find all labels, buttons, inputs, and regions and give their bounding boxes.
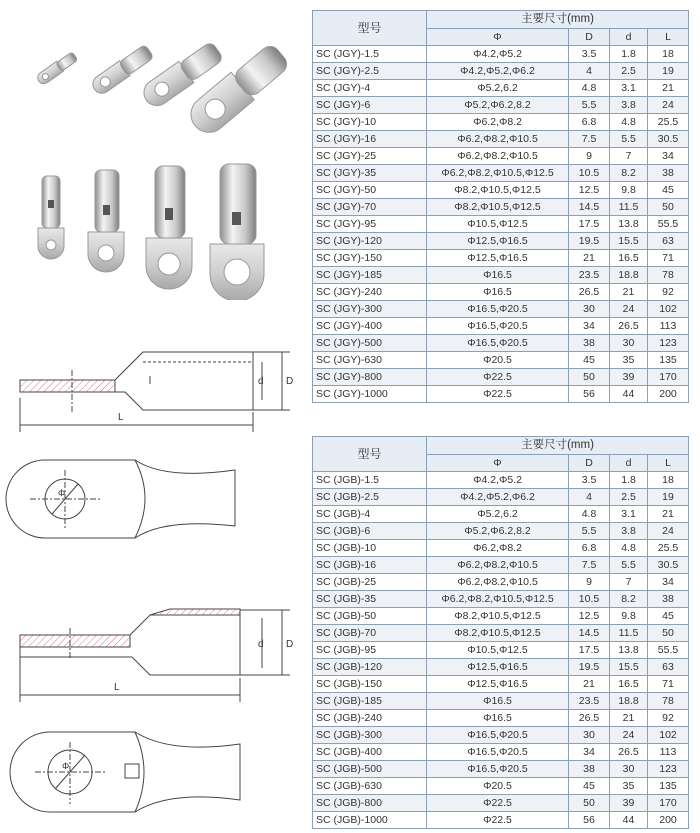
table-row bbox=[313, 148, 689, 165]
table-row bbox=[313, 659, 689, 676]
D-cell: 10.5 bbox=[569, 591, 610, 608]
d-cell: 21 bbox=[610, 284, 648, 301]
dim-label-phi-2: Φ bbox=[62, 761, 70, 771]
L-cell: 135 bbox=[648, 352, 689, 369]
d-cell: 2.5 bbox=[610, 63, 648, 80]
d-cell: 7 bbox=[610, 148, 648, 165]
model-cell: SC (JGB)-10 bbox=[313, 540, 427, 557]
D-cell: 10.5 bbox=[569, 165, 610, 182]
phi-cell: Φ16.5 bbox=[427, 284, 569, 301]
L-cell: 34 bbox=[648, 148, 689, 165]
L-cell: 18 bbox=[648, 46, 689, 63]
top-view-drawing-jgy bbox=[0, 448, 300, 548]
lug-photo-group-upright bbox=[0, 150, 300, 300]
dim-label-phi: Φ bbox=[58, 488, 66, 498]
side-view-drawing-jgy bbox=[0, 322, 300, 442]
d-cell: 3.8 bbox=[610, 523, 648, 540]
model-cell: SC (JGY)-4 bbox=[313, 80, 427, 97]
phi-cell: Φ5.2,Φ6.2,8.2 bbox=[427, 97, 569, 114]
D-cell: 3.5 bbox=[569, 472, 610, 489]
L-cell: 18 bbox=[648, 472, 689, 489]
model-cell: SC (JGB)-35 bbox=[313, 591, 427, 608]
d-cell: 44 bbox=[610, 812, 648, 829]
L-cell: 30.5 bbox=[648, 557, 689, 574]
table-row bbox=[313, 369, 689, 386]
D-cell: 9 bbox=[569, 148, 610, 165]
D-cell: 9 bbox=[569, 574, 610, 591]
L-cell: 19 bbox=[648, 63, 689, 80]
model-cell: SC (JGB)-300 bbox=[313, 727, 427, 744]
L-cell: 24 bbox=[648, 523, 689, 540]
phi-cell: Φ8.2,Φ10.5,Φ12.5 bbox=[427, 625, 569, 642]
column-header-main-dimensions: 主要尺寸(mm) bbox=[427, 437, 689, 455]
L-cell: 19 bbox=[648, 489, 689, 506]
L-cell: 38 bbox=[648, 591, 689, 608]
model-cell: SC (JGY)-120 bbox=[313, 233, 427, 250]
model-cell: SC (JGY)-25 bbox=[313, 148, 427, 165]
model-cell: SC (JGB)-25 bbox=[313, 574, 427, 591]
phi-cell: Φ16.5 bbox=[427, 693, 569, 710]
phi-cell: Φ5.2,Φ6.2,8.2 bbox=[427, 523, 569, 540]
model-cell: SC (JGB)-50 bbox=[313, 608, 427, 625]
model-cell: SC (JGY)-800 bbox=[313, 369, 427, 386]
D-cell: 34 bbox=[569, 318, 610, 335]
L-cell: 21 bbox=[648, 506, 689, 523]
L-cell: 25.5 bbox=[648, 114, 689, 131]
phi-cell: Φ4.2,Φ5.2,Φ6.2 bbox=[427, 63, 569, 80]
D-cell: 38 bbox=[569, 335, 610, 352]
d-cell: 7 bbox=[610, 574, 648, 591]
d-cell: 3.1 bbox=[610, 80, 648, 97]
table-row bbox=[313, 216, 689, 233]
L-cell: 102 bbox=[648, 727, 689, 744]
D-cell: 26.5 bbox=[569, 710, 610, 727]
model-cell: SC (JGY)-50 bbox=[313, 182, 427, 199]
column-header-L: L bbox=[648, 29, 689, 46]
d-cell: 39 bbox=[610, 795, 648, 812]
L-cell: 24 bbox=[648, 97, 689, 114]
phi-cell: Φ22.5 bbox=[427, 812, 569, 829]
dim-label-L: L bbox=[118, 412, 124, 423]
L-cell: 135 bbox=[648, 778, 689, 795]
table-row bbox=[313, 63, 689, 80]
D-cell: 3.5 bbox=[569, 46, 610, 63]
table-row bbox=[313, 318, 689, 335]
upright-lug-1 bbox=[38, 176, 64, 259]
D-cell: 6.8 bbox=[569, 114, 610, 131]
model-cell: SC (JGY)-6 bbox=[313, 97, 427, 114]
table-row bbox=[313, 540, 689, 557]
model-cell: SC (JGY)-95 bbox=[313, 216, 427, 233]
D-cell: 26.5 bbox=[569, 284, 610, 301]
D-cell: 56 bbox=[569, 812, 610, 829]
D-cell: 38 bbox=[569, 761, 610, 778]
model-cell: SC (JGB)-1000 bbox=[313, 812, 427, 829]
phi-cell: Φ16.5 bbox=[427, 710, 569, 727]
L-cell: 113 bbox=[648, 318, 689, 335]
L-cell: 21 bbox=[648, 80, 689, 97]
table-row bbox=[313, 386, 689, 403]
D-cell: 6.8 bbox=[569, 540, 610, 557]
D-cell: 5.5 bbox=[569, 97, 610, 114]
d-cell: 30 bbox=[610, 761, 648, 778]
d-cell: 15.5 bbox=[610, 233, 648, 250]
d-cell: 44 bbox=[610, 386, 648, 403]
L-cell: 78 bbox=[648, 693, 689, 710]
d-cell: 9.8 bbox=[610, 182, 648, 199]
d-cell: 2.5 bbox=[610, 489, 648, 506]
d-cell: 30 bbox=[610, 335, 648, 352]
phi-cell: Φ16.5,Φ20.5 bbox=[427, 301, 569, 318]
model-cell: SC (JGB)-150 bbox=[313, 676, 427, 693]
d-cell: 3.1 bbox=[610, 506, 648, 523]
D-cell: 34 bbox=[569, 744, 610, 761]
table-row bbox=[313, 557, 689, 574]
table-row bbox=[313, 97, 689, 114]
D-cell: 14.5 bbox=[569, 199, 610, 216]
dim-label-d: d bbox=[258, 376, 264, 387]
L-cell: 34 bbox=[648, 574, 689, 591]
cable-lug-small bbox=[35, 51, 78, 86]
spec-table-jgb bbox=[312, 436, 689, 829]
D-cell: 50 bbox=[569, 369, 610, 386]
L-cell: 55.5 bbox=[648, 642, 689, 659]
D-cell: 50 bbox=[569, 795, 610, 812]
phi-cell: Φ6.2,Φ8.2,Φ10.5,Φ12.5 bbox=[427, 165, 569, 182]
model-cell: SC (JGB)-630 bbox=[313, 778, 427, 795]
table-row bbox=[313, 472, 689, 489]
table-row bbox=[313, 335, 689, 352]
model-cell: SC (JGB)-2.5 bbox=[313, 489, 427, 506]
d-cell: 26.5 bbox=[610, 744, 648, 761]
phi-cell: Φ6.2,Φ8.2 bbox=[427, 114, 569, 131]
column-header-D: D bbox=[569, 455, 610, 472]
table-row bbox=[313, 352, 689, 369]
phi-cell: Φ16.5,Φ20.5 bbox=[427, 727, 569, 744]
L-cell: 170 bbox=[648, 369, 689, 386]
d-cell: 13.8 bbox=[610, 216, 648, 233]
upright-lug-3 bbox=[146, 166, 192, 289]
d-cell: 9.8 bbox=[610, 608, 648, 625]
L-cell: 200 bbox=[648, 812, 689, 829]
column-header-main-dimensions: 主要尺寸(mm) bbox=[427, 11, 689, 29]
phi-cell: Φ6.2,Φ8.2,Φ10.5 bbox=[427, 148, 569, 165]
d-cell: 35 bbox=[610, 352, 648, 369]
L-cell: 38 bbox=[648, 165, 689, 182]
D-cell: 4 bbox=[569, 489, 610, 506]
phi-cell: Φ22.5 bbox=[427, 386, 569, 403]
model-cell: SC (JGB)-120 bbox=[313, 659, 427, 676]
model-cell: SC (JGY)-185 bbox=[313, 267, 427, 284]
phi-cell: Φ6.2,Φ8.2,Φ10.5,Φ12.5 bbox=[427, 591, 569, 608]
model-cell: SC (JGY)-400 bbox=[313, 318, 427, 335]
phi-cell: Φ4.2,Φ5.2 bbox=[427, 472, 569, 489]
dim-label-L-2: L bbox=[114, 682, 120, 693]
D-cell: 30 bbox=[569, 727, 610, 744]
column-header-L: L bbox=[648, 455, 689, 472]
L-cell: 50 bbox=[648, 199, 689, 216]
D-cell: 17.5 bbox=[569, 216, 610, 233]
D-cell: 21 bbox=[569, 676, 610, 693]
phi-cell: Φ16.5,Φ20.5 bbox=[427, 761, 569, 778]
L-cell: 63 bbox=[648, 233, 689, 250]
D-cell: 7.5 bbox=[569, 131, 610, 148]
model-cell: SC (JGB)-70 bbox=[313, 625, 427, 642]
d-cell: 1.8 bbox=[610, 472, 648, 489]
upright-lug-4 bbox=[210, 164, 264, 300]
dim-label-D: D bbox=[286, 376, 294, 387]
table-row bbox=[313, 284, 689, 301]
table-row bbox=[313, 250, 689, 267]
d-cell: 16.5 bbox=[610, 676, 648, 693]
column-header-d: d bbox=[610, 29, 648, 46]
D-cell: 12.5 bbox=[569, 182, 610, 199]
phi-cell: Φ8.2,Φ10.5,Φ12.5 bbox=[427, 199, 569, 216]
d-cell: 16.5 bbox=[610, 250, 648, 267]
table-row bbox=[313, 506, 689, 523]
D-cell: 23.5 bbox=[569, 693, 610, 710]
d-cell: 26.5 bbox=[610, 318, 648, 335]
D-cell: 56 bbox=[569, 386, 610, 403]
phi-cell: Φ16.5,Φ20.5 bbox=[427, 318, 569, 335]
table-row bbox=[313, 182, 689, 199]
table-row bbox=[313, 233, 689, 250]
model-cell: SC (JGY)-16 bbox=[313, 131, 427, 148]
table-row bbox=[313, 693, 689, 710]
d-cell: 8.2 bbox=[610, 591, 648, 608]
table-row bbox=[313, 267, 689, 284]
d-cell: 1.8 bbox=[610, 46, 648, 63]
column-header-phi: Φ bbox=[427, 455, 569, 472]
model-cell: SC (JGB)-95 bbox=[313, 642, 427, 659]
table-row bbox=[313, 301, 689, 318]
L-cell: 170 bbox=[648, 795, 689, 812]
table-row bbox=[313, 131, 689, 148]
phi-cell: Φ10.5,Φ12.5 bbox=[427, 216, 569, 233]
phi-cell: Φ10.5,Φ12.5 bbox=[427, 642, 569, 659]
phi-cell: Φ16.5,Φ20.5 bbox=[427, 335, 569, 352]
d-cell: 18.8 bbox=[610, 693, 648, 710]
L-cell: 92 bbox=[648, 284, 689, 301]
D-cell: 19.5 bbox=[569, 233, 610, 250]
phi-cell: Φ22.5 bbox=[427, 369, 569, 386]
model-cell: SC (JGB)-1.5 bbox=[313, 472, 427, 489]
table-row bbox=[313, 114, 689, 131]
D-cell: 4.8 bbox=[569, 80, 610, 97]
upright-lug-2 bbox=[88, 170, 124, 272]
table-row bbox=[313, 574, 689, 591]
D-cell: 7.5 bbox=[569, 557, 610, 574]
d-cell: 8.2 bbox=[610, 165, 648, 182]
d-cell: 11.5 bbox=[610, 625, 648, 642]
L-cell: 71 bbox=[648, 676, 689, 693]
phi-cell: Φ12.5,Φ16.5 bbox=[427, 659, 569, 676]
model-cell: SC (JGY)-240 bbox=[313, 284, 427, 301]
L-cell: 30.5 bbox=[648, 131, 689, 148]
D-cell: 12.5 bbox=[569, 608, 610, 625]
L-cell: 50 bbox=[648, 625, 689, 642]
L-cell: 92 bbox=[648, 710, 689, 727]
phi-cell: Φ8.2,Φ10.5,Φ12.5 bbox=[427, 608, 569, 625]
phi-cell: Φ6.2,Φ8.2,Φ10.5 bbox=[427, 574, 569, 591]
L-cell: 63 bbox=[648, 659, 689, 676]
phi-cell: Φ5.2,6.2 bbox=[427, 506, 569, 523]
column-header-model: 型号 bbox=[313, 437, 427, 472]
phi-cell: Φ6.2,Φ8.2,Φ10.5 bbox=[427, 557, 569, 574]
product-photo-tilted bbox=[0, 0, 300, 150]
phi-cell: Φ12.5,Φ16.5 bbox=[427, 233, 569, 250]
D-cell: 45 bbox=[569, 778, 610, 795]
d-cell: 35 bbox=[610, 778, 648, 795]
table-row bbox=[313, 744, 689, 761]
model-cell: SC (JGB)-6 bbox=[313, 523, 427, 540]
phi-cell: Φ20.5 bbox=[427, 778, 569, 795]
model-cell: SC (JGY)-150 bbox=[313, 250, 427, 267]
model-cell: SC (JGY)-35 bbox=[313, 165, 427, 182]
L-cell: 55.5 bbox=[648, 216, 689, 233]
d-cell: 39 bbox=[610, 369, 648, 386]
d-cell: 4.8 bbox=[610, 114, 648, 131]
d-cell: 24 bbox=[610, 727, 648, 744]
model-cell: SC (JGY)-70 bbox=[313, 199, 427, 216]
column-header-d: d bbox=[610, 455, 648, 472]
lug-photo-group-tilted bbox=[0, 0, 300, 150]
d-cell: 5.5 bbox=[610, 131, 648, 148]
model-cell: SC (JGY)-630 bbox=[313, 352, 427, 369]
top-view-drawing-jgb bbox=[0, 722, 300, 822]
side-view-drawing-jgb bbox=[0, 590, 300, 710]
table-row bbox=[313, 625, 689, 642]
table-row bbox=[313, 761, 689, 778]
model-cell: SC (JGY)-1000 bbox=[313, 386, 427, 403]
model-cell: SC (JGB)-800 bbox=[313, 795, 427, 812]
table-row bbox=[313, 489, 689, 506]
d-cell: 18.8 bbox=[610, 267, 648, 284]
D-cell: 23.5 bbox=[569, 267, 610, 284]
D-cell: 5.5 bbox=[569, 523, 610, 540]
d-cell: 13.8 bbox=[610, 642, 648, 659]
dim-label-d-2: d bbox=[258, 639, 264, 650]
model-cell: SC (JGY)-10 bbox=[313, 114, 427, 131]
L-cell: 71 bbox=[648, 250, 689, 267]
d-cell: 24 bbox=[610, 301, 648, 318]
model-cell: SC (JGB)-500 bbox=[313, 761, 427, 778]
table-row bbox=[313, 710, 689, 727]
column-header-D: D bbox=[569, 29, 610, 46]
L-cell: 45 bbox=[648, 608, 689, 625]
table-row bbox=[313, 642, 689, 659]
phi-cell: Φ12.5,Φ16.5 bbox=[427, 250, 569, 267]
model-cell: SC (JGY)-500 bbox=[313, 335, 427, 352]
phi-cell: Φ12.5,Φ16.5 bbox=[427, 676, 569, 693]
d-cell: 15.5 bbox=[610, 659, 648, 676]
phi-cell: Φ16.5 bbox=[427, 267, 569, 284]
model-cell: SC (JGB)-240 bbox=[313, 710, 427, 727]
D-cell: 17.5 bbox=[569, 642, 610, 659]
phi-cell: Φ22.5 bbox=[427, 795, 569, 812]
phi-cell: Φ8.2,Φ10.5,Φ12.5 bbox=[427, 182, 569, 199]
D-cell: 21 bbox=[569, 250, 610, 267]
model-cell: SC (JGY)-300 bbox=[313, 301, 427, 318]
phi-cell: Φ4.2,Φ5.2,Φ6.2 bbox=[427, 489, 569, 506]
L-cell: 123 bbox=[648, 761, 689, 778]
L-cell: 25.5 bbox=[648, 540, 689, 557]
D-cell: 14.5 bbox=[569, 625, 610, 642]
phi-cell: Φ6.2,Φ8.2 bbox=[427, 540, 569, 557]
table-row bbox=[313, 608, 689, 625]
L-cell: 45 bbox=[648, 182, 689, 199]
column-header-model: 型号 bbox=[313, 11, 427, 46]
D-cell: 30 bbox=[569, 301, 610, 318]
model-cell: SC (JGB)-4 bbox=[313, 506, 427, 523]
d-cell: 3.8 bbox=[610, 97, 648, 114]
d-cell: 11.5 bbox=[610, 199, 648, 216]
model-cell: SC (JGB)-16 bbox=[313, 557, 427, 574]
phi-cell: Φ4.2,Φ5.2 bbox=[427, 46, 569, 63]
L-cell: 102 bbox=[648, 301, 689, 318]
table-row bbox=[313, 812, 689, 829]
model-cell: SC (JGY)-1.5 bbox=[313, 46, 427, 63]
dim-label-D-2: D bbox=[286, 639, 294, 650]
L-cell: 78 bbox=[648, 267, 689, 284]
D-cell: 45 bbox=[569, 352, 610, 369]
L-cell: 123 bbox=[648, 335, 689, 352]
d-cell: 5.5 bbox=[610, 557, 648, 574]
L-cell: 113 bbox=[648, 744, 689, 761]
phi-cell: Φ5.2,6.2 bbox=[427, 80, 569, 97]
d-cell: 21 bbox=[610, 710, 648, 727]
table-row bbox=[313, 778, 689, 795]
table-row bbox=[313, 727, 689, 744]
spec-table-jgy bbox=[312, 10, 689, 403]
phi-cell: Φ16.5,Φ20.5 bbox=[427, 744, 569, 761]
phi-cell: Φ20.5 bbox=[427, 352, 569, 369]
L-cell: 200 bbox=[648, 386, 689, 403]
model-cell: SC (JGY)-2.5 bbox=[313, 63, 427, 80]
product-photo-upright bbox=[0, 150, 300, 300]
table-row bbox=[313, 46, 689, 63]
D-cell: 4.8 bbox=[569, 506, 610, 523]
table-row bbox=[313, 165, 689, 182]
table-row bbox=[313, 199, 689, 216]
column-header-phi: Φ bbox=[427, 29, 569, 46]
table-row bbox=[313, 676, 689, 693]
D-cell: 19.5 bbox=[569, 659, 610, 676]
table-row bbox=[313, 795, 689, 812]
D-cell: 4 bbox=[569, 63, 610, 80]
phi-cell: Φ6.2,Φ8.2,Φ10.5 bbox=[427, 131, 569, 148]
table-row bbox=[313, 80, 689, 97]
model-cell: SC (JGB)-400 bbox=[313, 744, 427, 761]
d-cell: 4.8 bbox=[610, 540, 648, 557]
table-row bbox=[313, 523, 689, 540]
table-row bbox=[313, 591, 689, 608]
model-cell: SC (JGB)-185 bbox=[313, 693, 427, 710]
